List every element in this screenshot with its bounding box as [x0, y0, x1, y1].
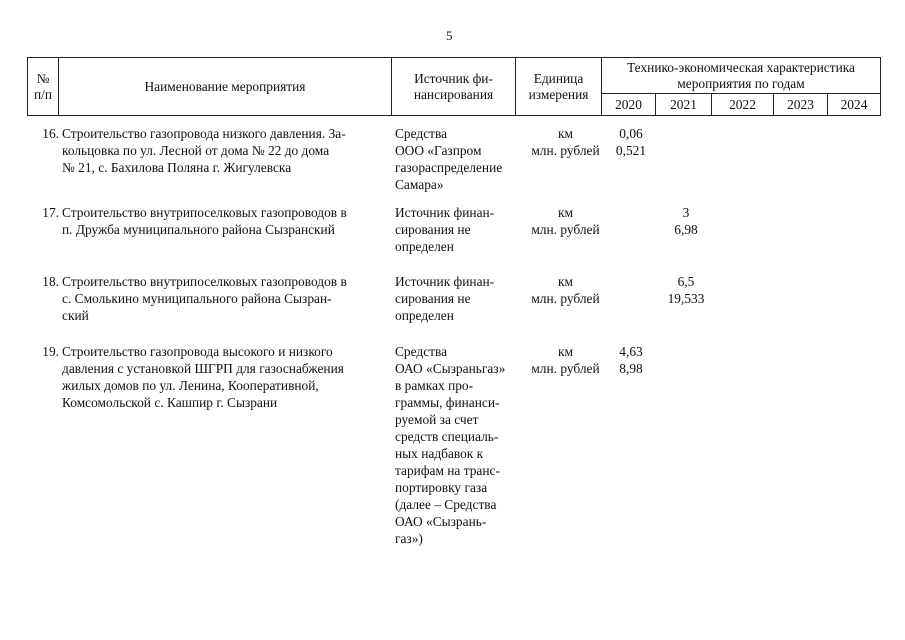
header-group: Технико-экономическая характеристика мероприятия по годам — [602, 58, 881, 94]
row-source: Средства ООО «Газпром газораспределение Самара» — [395, 126, 503, 192]
header-name: Наименование мероприятия — [59, 58, 392, 116]
header-year-2024: 2024 — [828, 94, 881, 116]
row-name: Строительство газопровода высокого и низкого давления с установкой ШГРП для газоснабжения жилых домов по ул. Ленина, Кооперативной, Комсомольской с. Кашпир г. Сызрани — [62, 344, 344, 410]
header-year-2022: 2022 — [712, 94, 774, 116]
header-num: № п/п — [28, 58, 59, 116]
row-name: Строительство внутрипоселковых газопроводов в п. Дружба муниципального района Сызранский — [62, 205, 347, 237]
row-source: Источник финан- сирования не определен — [395, 205, 495, 254]
row-number: 17. — [42, 205, 59, 220]
row-source: Средства ОАО «Сызраньгаз» в рамках про- граммы, финанси- руемой за счет средств специаль- ных надбавок к тарифам на транс- портировку газа (далее – Средства ОАО «Сызрань- газ») — [395, 344, 506, 546]
table-header — [27, 57, 881, 116]
page-number: 5 — [446, 28, 453, 43]
row-unit: км млн. рублей — [531, 274, 600, 306]
row-unit: км млн. рублей — [531, 126, 600, 158]
row-value-2020: 0,06 0,521 — [615, 126, 647, 158]
row-value-2020: 4,63 8,98 — [619, 344, 643, 376]
header-unit: Единица измерения — [516, 58, 602, 116]
row-value-2021: 3 6,98 — [674, 205, 698, 237]
row-number: 18. — [42, 274, 59, 289]
row-name: Строительство внутрипоселковых газопроводов в с. Смолькино муниципального района Сызран- ский — [62, 274, 347, 323]
row-unit: км млн. рублей — [531, 205, 600, 237]
header-year-2020: 2020 — [602, 94, 656, 116]
row-name: Строительство газопровода низкого давления. За- кольцовка по ул. Лесной от дома № 22 до дома № 21, с. Бахилова Поляна г. Жигулевска — [62, 126, 346, 175]
row-unit: км млн. рублей — [531, 344, 600, 376]
header-year-2021: 2021 — [656, 94, 712, 116]
row-value-2021: 6,5 19,533 — [667, 274, 705, 306]
row-source: Источник финан- сирования не определен — [395, 274, 495, 323]
header-year-2023: 2023 — [774, 94, 828, 116]
row-number: 19. — [42, 344, 59, 359]
header-source: Источник фи- нансирования — [392, 58, 516, 116]
row-number: 16. — [42, 126, 59, 141]
